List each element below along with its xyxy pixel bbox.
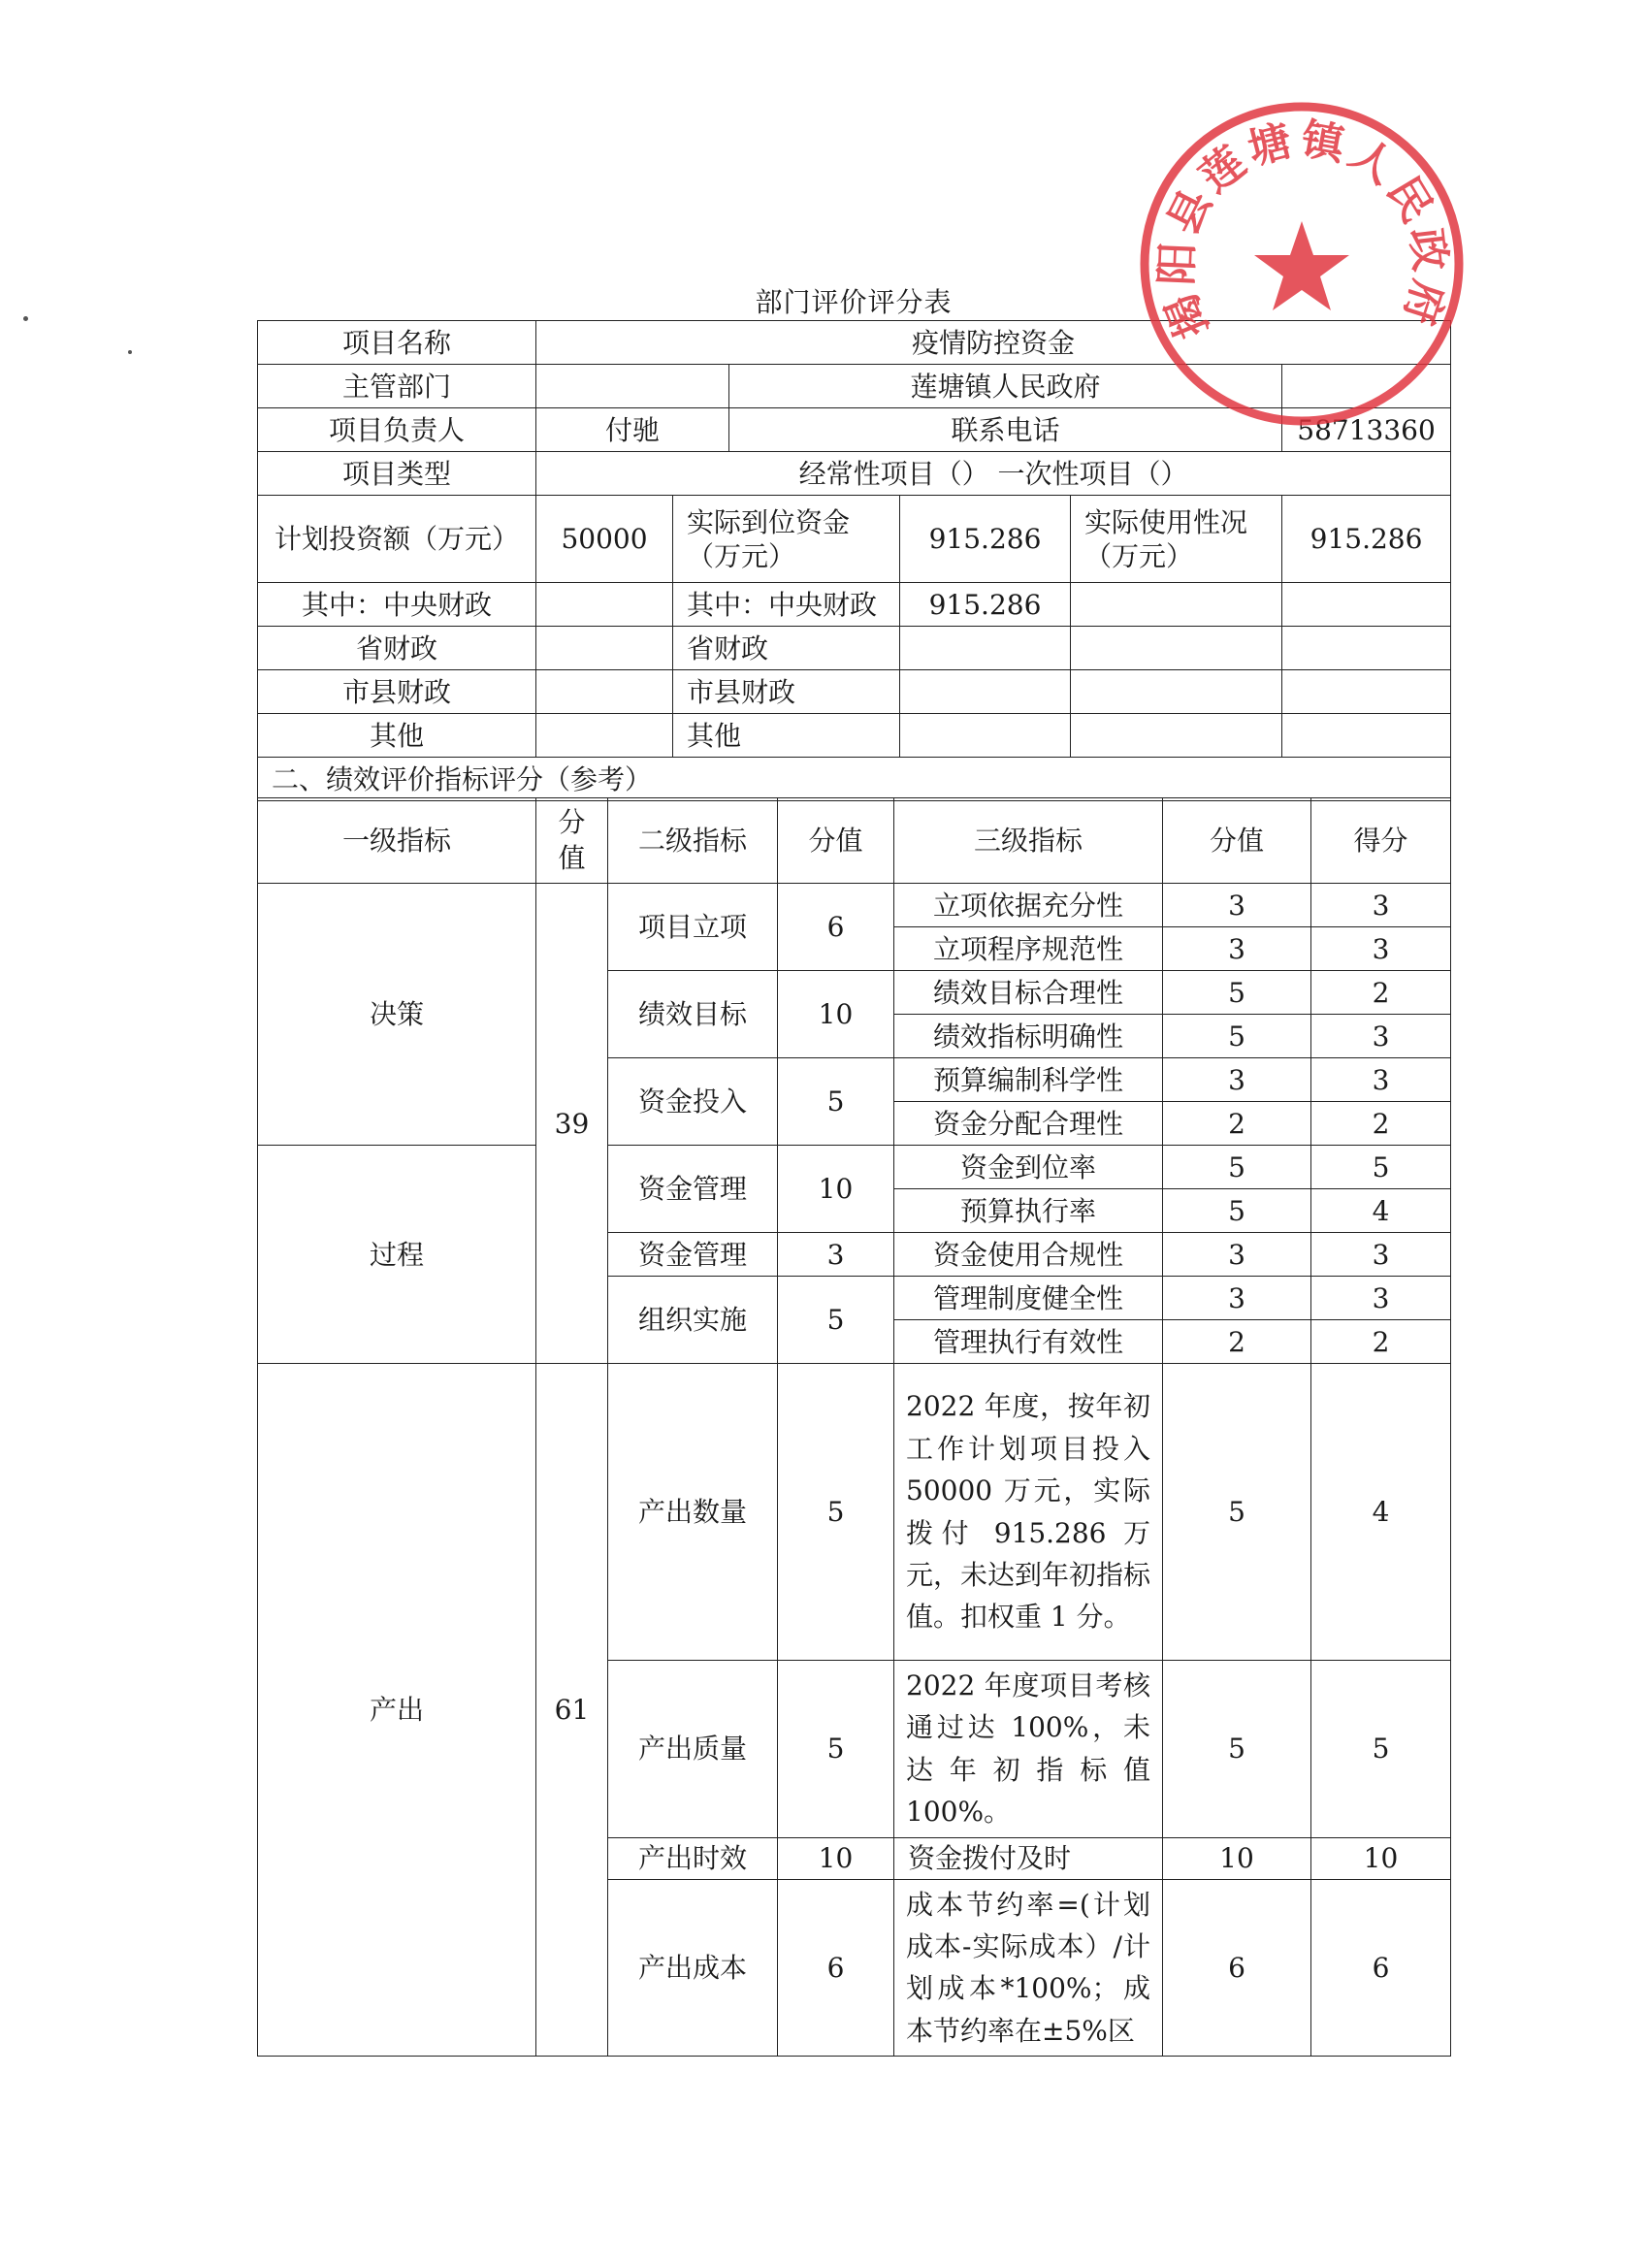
level2-score: 5: [778, 1364, 894, 1661]
level3-got: 4: [1311, 1189, 1451, 1233]
level3-name: 预算编制科学性: [894, 1058, 1163, 1102]
level3-name: 2022 年度，按年初工作计划项目投入 50000 万元，实际拨付 915.286 万元，未达到年初指标值。扣权重 1 分。: [894, 1364, 1163, 1661]
level3-got: 2: [1311, 1320, 1451, 1364]
level3-score: 3: [1163, 884, 1311, 927]
level2-name: 组织实施: [608, 1277, 778, 1364]
level3-name: 资金使用合规性: [894, 1233, 1163, 1277]
central-finance-label: 其中：中央财政: [258, 583, 536, 627]
header-score2: 分值: [778, 798, 894, 884]
level3-got: 3: [1311, 1015, 1451, 1058]
level3-got: 2: [1311, 971, 1451, 1015]
level1-output-score: 61: [536, 1364, 608, 2057]
level2-score: 3: [778, 1233, 894, 1277]
header-score-a: 分 值: [536, 798, 608, 884]
level3-score: 3: [1163, 927, 1311, 971]
city-finance-label-2: 市县财政: [673, 670, 900, 714]
level3-name: 绩效目标合理性: [894, 971, 1163, 1015]
performance-score-table: [257, 797, 1451, 2057]
level3-name: 立项程序规范性: [894, 927, 1163, 971]
level2-score: 5: [778, 1661, 894, 1838]
table-row: [258, 1364, 1451, 1661]
level1-decision: 决策: [258, 884, 536, 1146]
city-finance-use-label-cell: [1071, 670, 1282, 714]
dept-value: 莲塘镇人民政府: [729, 365, 1282, 408]
header-level2: 二级指标: [608, 798, 778, 884]
table-row: [258, 1146, 1451, 1189]
level3-score: 5: [1163, 1189, 1311, 1233]
project-name-label: 项目名称: [258, 321, 536, 365]
level2-name: 项目立项: [608, 884, 778, 971]
province-finance-use-label-cell: [1071, 627, 1282, 670]
province-finance-plan-cell: [536, 627, 673, 670]
level3-got: 4: [1311, 1364, 1451, 1661]
level3-name: 资金拨付及时: [894, 1837, 1163, 1879]
city-finance-plan-cell: [536, 670, 673, 714]
level3-got: 3: [1311, 884, 1451, 927]
level3-score: 3: [1163, 1233, 1311, 1277]
level3-score: 5: [1163, 1015, 1311, 1058]
level3-name: 立项依据充分性: [894, 884, 1163, 927]
level2-score: 6: [778, 1879, 894, 2057]
level3-score: 10: [1163, 1837, 1311, 1879]
level3-got: 5: [1311, 1146, 1451, 1189]
province-finance-value-cell: [900, 627, 1071, 670]
dept-label: 主管部门: [258, 365, 536, 408]
level2-name: 资金管理: [608, 1146, 778, 1233]
table-row: [258, 884, 1451, 927]
level3-score: 5: [1163, 971, 1311, 1015]
type-value: 经常性项目（） 一次性项目（）: [536, 452, 1451, 496]
level2-score: 10: [778, 1146, 894, 1233]
level3-score: 2: [1163, 1320, 1311, 1364]
header-level3: 三级指标: [894, 798, 1163, 884]
level3-score: 5: [1163, 1661, 1311, 1838]
level3-name: 管理制度健全性: [894, 1277, 1163, 1320]
level3-name: 管理执行有效性: [894, 1320, 1163, 1364]
actual-use-value: 915.286: [1282, 496, 1451, 583]
central-finance-label-2: 其中：中央财政: [673, 583, 900, 627]
other-finance-value-cell: [900, 714, 1071, 758]
level3-name: 2022 年度项目考核通过达 100%，未达年初指标值 100%。: [894, 1661, 1163, 1838]
province-finance-label: 省财政: [258, 627, 536, 670]
other-finance-plan-cell: [536, 714, 673, 758]
central-finance-value: 915.286: [900, 583, 1071, 627]
central-finance-plan-cell: [536, 583, 673, 627]
level3-got: 5: [1311, 1661, 1451, 1838]
province-finance-label-2: 省财政: [673, 627, 900, 670]
city-finance-value-cell: [900, 670, 1071, 714]
level3-got: 3: [1311, 927, 1451, 971]
type-label: 项目类型: [258, 452, 536, 496]
level1-decision-process-score: 39: [536, 884, 608, 1364]
level2-name: 产出成本: [608, 1879, 778, 2057]
level3-score: 3: [1163, 1058, 1311, 1102]
level3-score: 5: [1163, 1146, 1311, 1189]
level2-name: 资金管理: [608, 1233, 778, 1277]
other-finance-use-value-cell: [1282, 714, 1451, 758]
leader-label: 项目负责人: [258, 408, 536, 452]
header-level1: 一级指标: [258, 798, 536, 884]
other-finance-label-2: 其他: [673, 714, 900, 758]
level3-score: 2: [1163, 1102, 1311, 1146]
phone-label: 联系电话: [729, 408, 1282, 452]
level3-name: 资金到位率: [894, 1146, 1163, 1189]
actual-arrive-label: 实际到位资金（万元）: [673, 496, 900, 583]
actual-arrive-value: 915.286: [900, 496, 1071, 583]
level2-name: 产出时效: [608, 1837, 778, 1879]
level3-name: 资金分配合理性: [894, 1102, 1163, 1146]
level3-got: 3: [1311, 1277, 1451, 1320]
plan-investment-value: 50000: [536, 496, 673, 583]
document-title: 部门评价评分表: [755, 286, 953, 318]
dept-extra-cell: [1282, 365, 1451, 408]
level3-got: 2: [1311, 1102, 1451, 1146]
level2-score: 10: [778, 971, 894, 1058]
seal-text: 揭阳县莲塘镇人民政府: [1151, 113, 1456, 345]
header-score3: 分值: [1163, 798, 1311, 884]
level2-score: 5: [778, 1058, 894, 1146]
level2-name: 产出数量: [608, 1364, 778, 1661]
level2-name: 绩效目标: [608, 971, 778, 1058]
level2-score: 5: [778, 1277, 894, 1364]
scan-speck: [128, 350, 132, 354]
scan-speck: [23, 316, 28, 321]
level3-name: 成本节约率=(计划成本-实际成本）/计划成本*100%；成本节约率在±5%区: [894, 1879, 1163, 2057]
other-finance-label: 其他: [258, 714, 536, 758]
project-name-value: 疫情防控资金: [536, 321, 1451, 365]
header-got: 得分: [1311, 798, 1451, 884]
level2-name: 资金投入: [608, 1058, 778, 1146]
leader-value: 付驰: [536, 408, 729, 452]
actual-use-label: 实际使用性况（万元）: [1071, 496, 1282, 583]
level3-got: 6: [1311, 1879, 1451, 2057]
other-finance-use-label-cell: [1071, 714, 1282, 758]
table-header-row: [258, 798, 1451, 884]
level3-name: 预算执行率: [894, 1189, 1163, 1233]
province-finance-use-value-cell: [1282, 627, 1451, 670]
level3-got: 3: [1311, 1058, 1451, 1102]
level1-process: 过程: [258, 1146, 536, 1364]
central-finance-use-label-cell: [1071, 583, 1282, 627]
plan-investment-label: 计划投资额（万元）: [258, 496, 536, 583]
project-info-table: [257, 320, 1451, 801]
level1-output: 产出: [258, 1364, 536, 2057]
section2-title: 二、绩效评价指标评分（参考）: [258, 758, 1451, 801]
level3-name: 绩效指标明确性: [894, 1015, 1163, 1058]
level3-got: 3: [1311, 1233, 1451, 1277]
phone-value: 58713360: [1282, 408, 1451, 452]
level3-score: 3: [1163, 1277, 1311, 1320]
level3-score: 5: [1163, 1364, 1311, 1661]
level3-got: 10: [1311, 1837, 1451, 1879]
dept-blank-cell: [536, 365, 729, 408]
city-finance-use-value-cell: [1282, 670, 1451, 714]
level2-score: 10: [778, 1837, 894, 1879]
level2-name: 产出质量: [608, 1661, 778, 1838]
level3-score: 6: [1163, 1879, 1311, 2057]
central-finance-use-value-cell: [1282, 583, 1451, 627]
level2-score: 6: [778, 884, 894, 971]
city-finance-label: 市县财政: [258, 670, 536, 714]
